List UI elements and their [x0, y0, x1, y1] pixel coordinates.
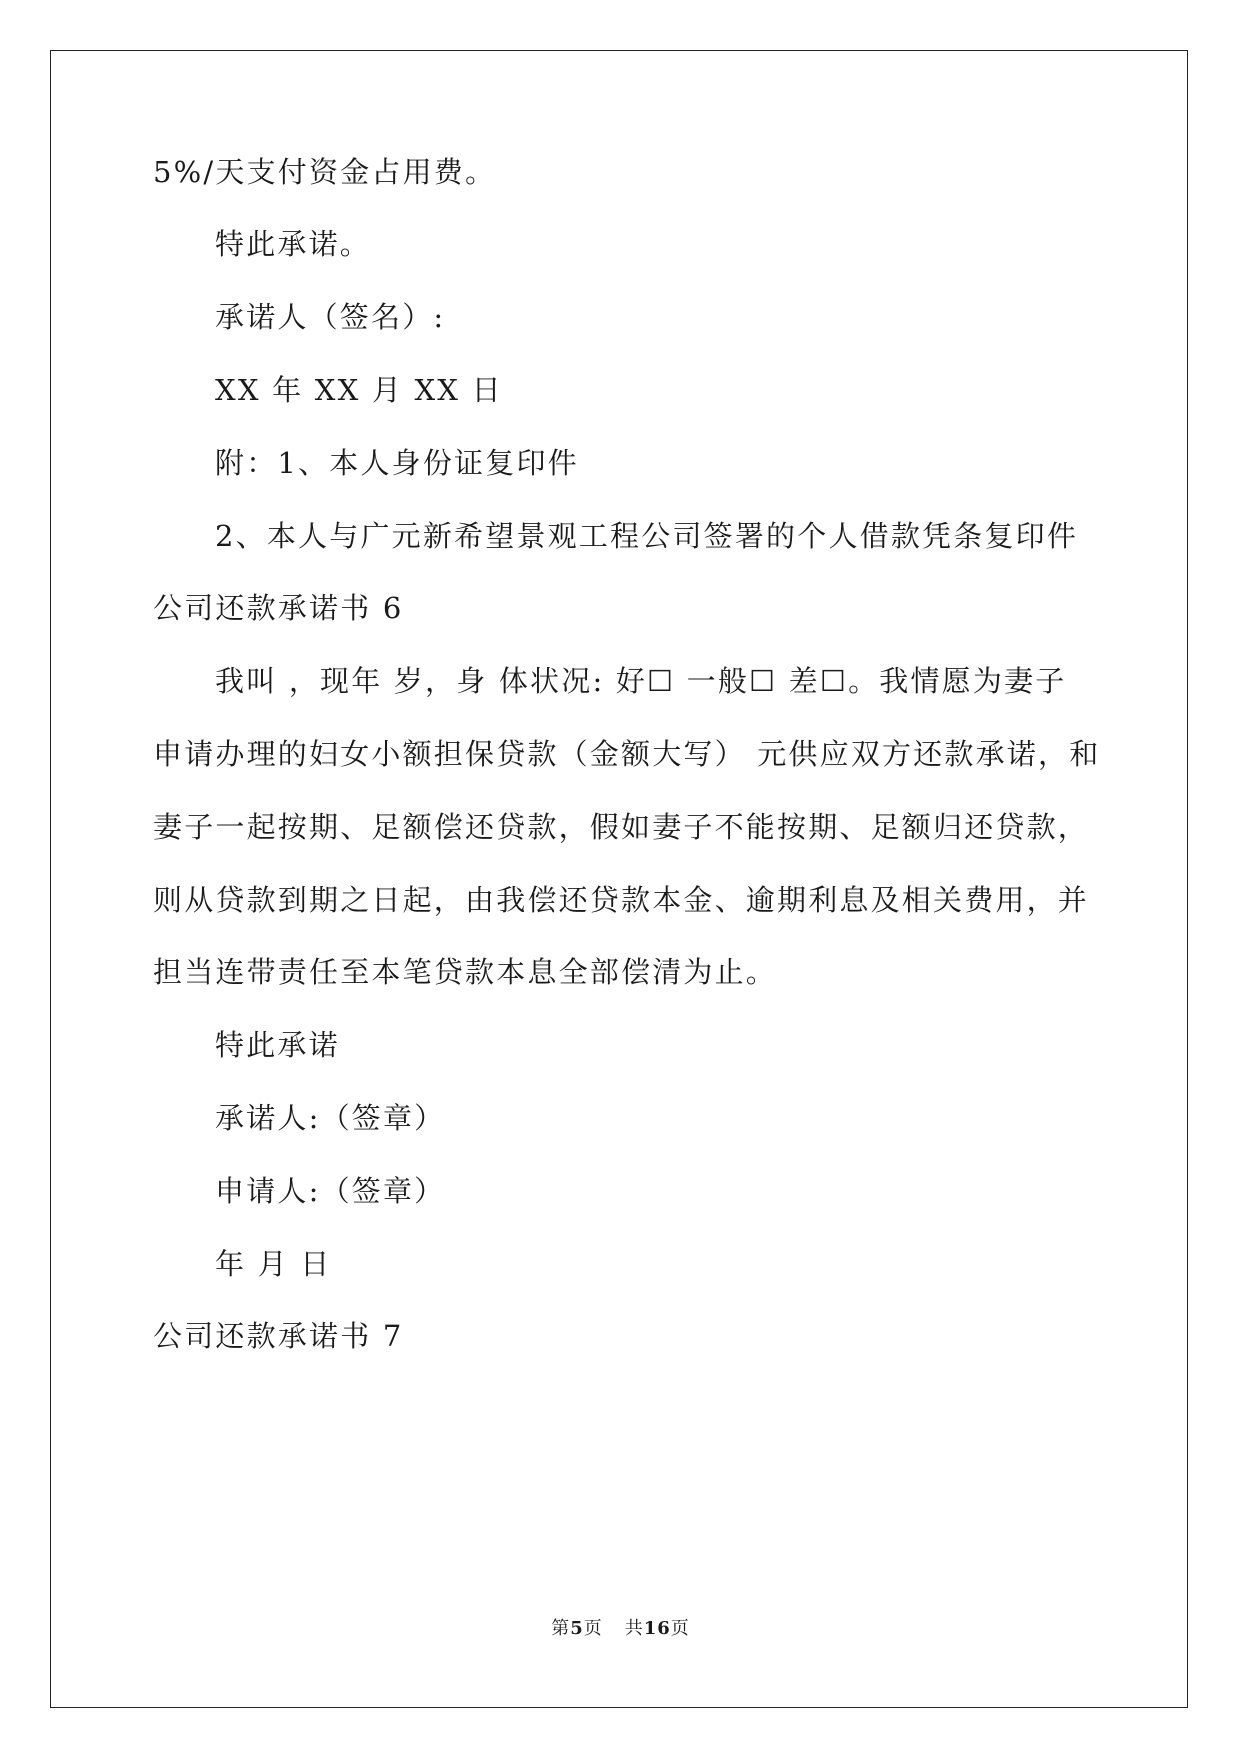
section-heading-7: 公司还款承诺书 7	[153, 1319, 404, 1353]
text-line-11: 则从贷款到期之日起，由我偿还贷款本金、逾期利息及相关费用，并	[153, 883, 1090, 917]
text-line-15: 申请人:（签章）	[215, 1174, 446, 1208]
footer-total-prefix: 共	[624, 1618, 644, 1639]
footer-total-number: 16	[643, 1618, 671, 1639]
text-line-9: 申请办理的妇女小额担保贷款（金额大写） 元供应双方还款承诺，和	[153, 737, 1101, 771]
footer-page-number: 5	[570, 1618, 584, 1639]
footer-page-prefix: 第	[551, 1618, 571, 1639]
footer-page-suffix: 页	[583, 1618, 603, 1639]
text-line-2: 特此承诺。	[215, 227, 372, 261]
text-line-8: 我叫 ，现年 岁，身 体状况: 好☐ 一般☐ 差☐。我情愿为妻子	[215, 664, 1067, 698]
page-footer	[0, 1617, 1241, 1641]
text-line-14: 承诺人:（签章）	[215, 1101, 446, 1135]
text-line-5: 附：1、本人身份证复印件	[215, 446, 579, 480]
text-line-6: 2、本人与广元新希望景观工程公司签署的个人借款凭条复印件	[215, 519, 1079, 553]
text-line-4: XX 年 XX 月 XX 日	[215, 373, 503, 407]
text-line-12: 担当连带责任至本笔贷款本息全部偿清为止。	[153, 955, 778, 989]
text-line-3: 承诺人（签名）:	[215, 300, 446, 334]
footer-total-suffix: 页	[670, 1618, 690, 1639]
text-line-1: 5%/天支付资金占用费。	[153, 155, 497, 189]
text-line-10: 妻子一起按期、足额偿还贷款，假如妻子不能按期、足额归还贷款，	[153, 810, 1090, 844]
text-line-13: 特此承诺	[215, 1028, 340, 1062]
text-line-16: 年 月 日	[215, 1247, 332, 1281]
section-heading-6: 公司还款承诺书 6	[153, 591, 404, 625]
